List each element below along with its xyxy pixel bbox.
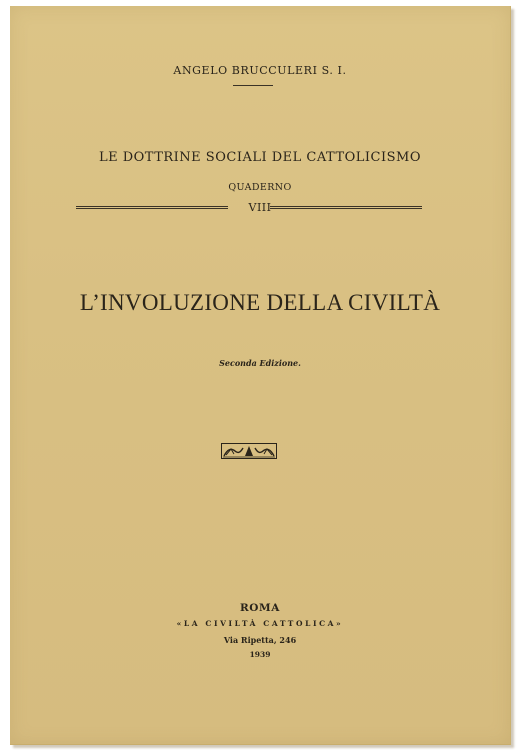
quaderno-label: QUADERNO [228, 182, 292, 193]
publisher-address: Via Ripetta, 246 [223, 635, 297, 645]
publication-year: 1939 [249, 650, 271, 659]
series-title: LE DOTTRINE SOCIALI DEL CATTOLICISMO [98, 150, 422, 165]
publisher-name: «LA CIVILTÀ CATTOLICA» [176, 619, 344, 628]
double-rule-right [270, 206, 422, 209]
publication-place: ROMA [239, 602, 281, 614]
decorative-fleuron-icon [221, 443, 277, 459]
author-name: ANGELO BRUCCULERI S. I. [173, 64, 347, 77]
book-title: L’INVOLUZIONE DELLA CIVILTÀ [79, 290, 441, 315]
edition-note: Seconda Edizione. [219, 358, 301, 368]
author-underline [233, 85, 273, 86]
quaderno-number: VIII [248, 201, 272, 214]
book-cover [10, 6, 511, 745]
